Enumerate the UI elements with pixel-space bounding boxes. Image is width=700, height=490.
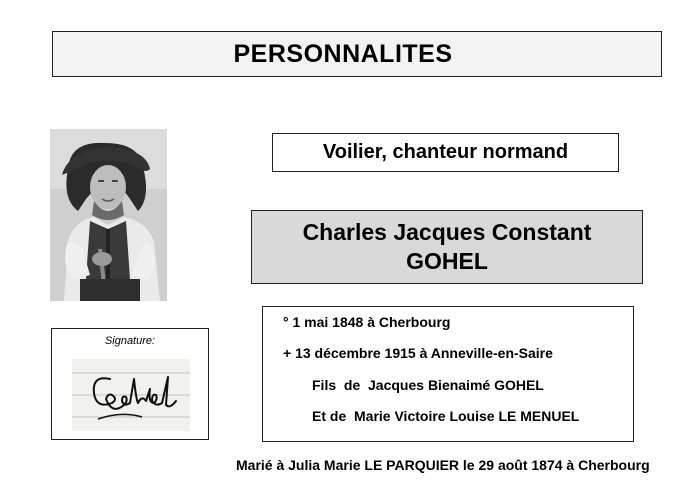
signature-image: [72, 359, 190, 431]
portrait-photo: [50, 129, 167, 301]
portrait-image: [50, 129, 167, 301]
page-title: PERSONNALITES: [233, 39, 453, 68]
marriage-info: Marié à Julia Marie LE PARQUIER le 29 août 1874 à Cherbourg: [236, 457, 650, 473]
signature-box: [51, 328, 209, 440]
signature-scribble: [72, 359, 190, 431]
signature-label: Signature:: [104, 335, 156, 347]
person-name-line1: Charles Jacques Constant: [302, 219, 592, 245]
name-box: [251, 210, 643, 284]
title-banner: [52, 31, 662, 77]
birth-info: ° 1 mai 1848 à Cherbourg: [283, 314, 451, 330]
biography-details-box: [262, 306, 634, 442]
death-info: + 13 décembre 1915 à Anneville-en-Saire: [283, 345, 553, 361]
occupation-text: Voilier, chanteur normand: [322, 141, 569, 163]
person-name-line2: GOHEL: [406, 248, 488, 274]
father-info: Fils de Jacques Bienaimé GOHEL: [312, 377, 544, 393]
occupation-box: [272, 133, 619, 172]
mother-info: Et de Marie Victoire Louise LE MENUEL: [312, 408, 580, 424]
